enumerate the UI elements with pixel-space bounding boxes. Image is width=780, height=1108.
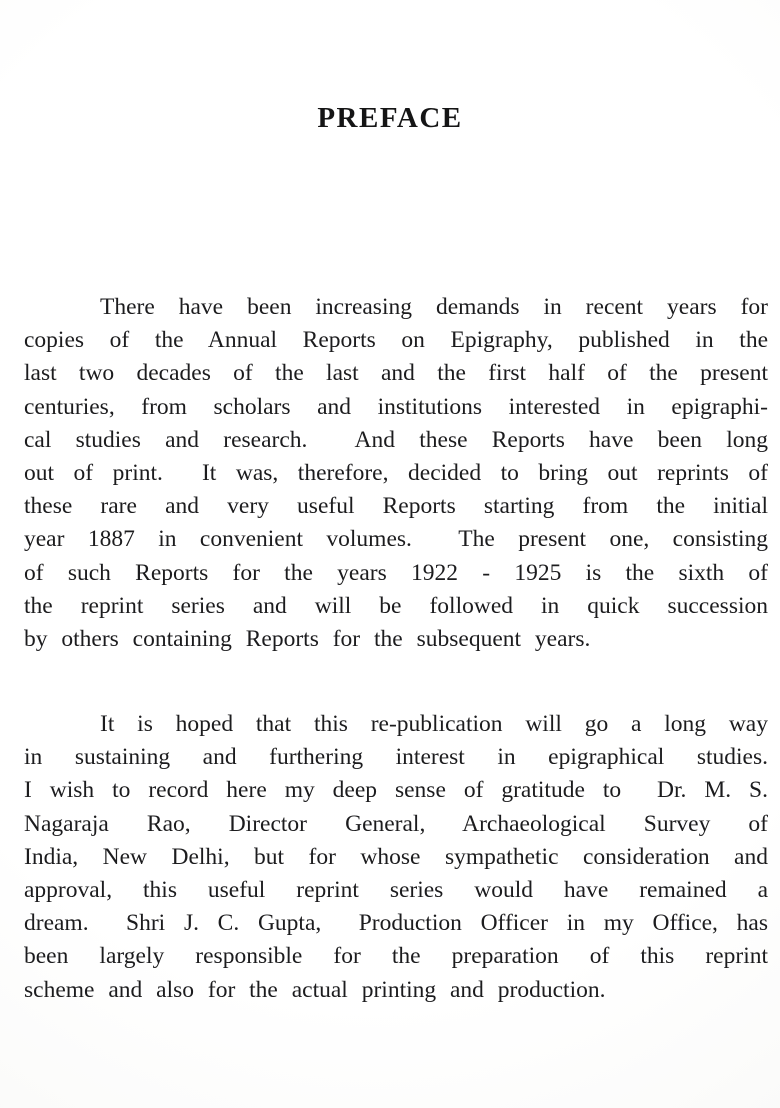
text-line: been largely responsible for the preparation of this reprint (24, 943, 768, 970)
preface-text-block (24, 291, 768, 1007)
text-line: approval, this useful reprint series would have remained a (24, 877, 768, 903)
text-line: cal studies and research. And these Reports have been long (24, 426, 768, 453)
text-line: India, New Delhi, but for whose sympathetic consideration and (24, 843, 768, 870)
text-line: It is hoped that this re-publication will go a long way (100, 711, 768, 738)
page-title: PREFACE (317, 102, 463, 134)
text-line: Nagaraja Rao, Director General, Archaeological Survey of (24, 810, 768, 837)
text-line: the reprint series and will be followed in quick succession (24, 592, 768, 619)
text-line: last two decades of the last and the first half of the present (24, 360, 768, 387)
text-line: these rare and very useful Reports starting from the initial (24, 493, 768, 520)
text-line: in sustaining and furthering interest in epigraphical studies. (24, 744, 768, 771)
text-line: I wish to record here my deep sense of gratitude to Dr. M. S. (24, 777, 768, 804)
paragraph-demand-for-reports (24, 291, 768, 656)
text-line: of such Reports for the years 1922 - 1925 is the sixth of (24, 559, 768, 586)
paragraph-acknowledgements (24, 708, 768, 1007)
text-line: copies of the Annual Reports on Epigraphy, published in the (24, 327, 768, 354)
text-line: centuries, from scholars and institutions interested in epigraphi- (24, 393, 768, 420)
text-line: by others containing Reports for the subsequent years. (24, 625, 591, 652)
text-line: year 1887 in convenient volumes. The present one, consisting (24, 526, 768, 553)
text-line: out of print. It was, therefore, decided to bring out reprints of (24, 459, 768, 486)
text-line: dream. Shri J. C. Gupta, Production Officer in my Office, has (24, 910, 768, 937)
text-line: There have been increasing demands in recent years for (100, 294, 768, 320)
text-line: scheme and also for the actual printing and production. (24, 976, 606, 1003)
